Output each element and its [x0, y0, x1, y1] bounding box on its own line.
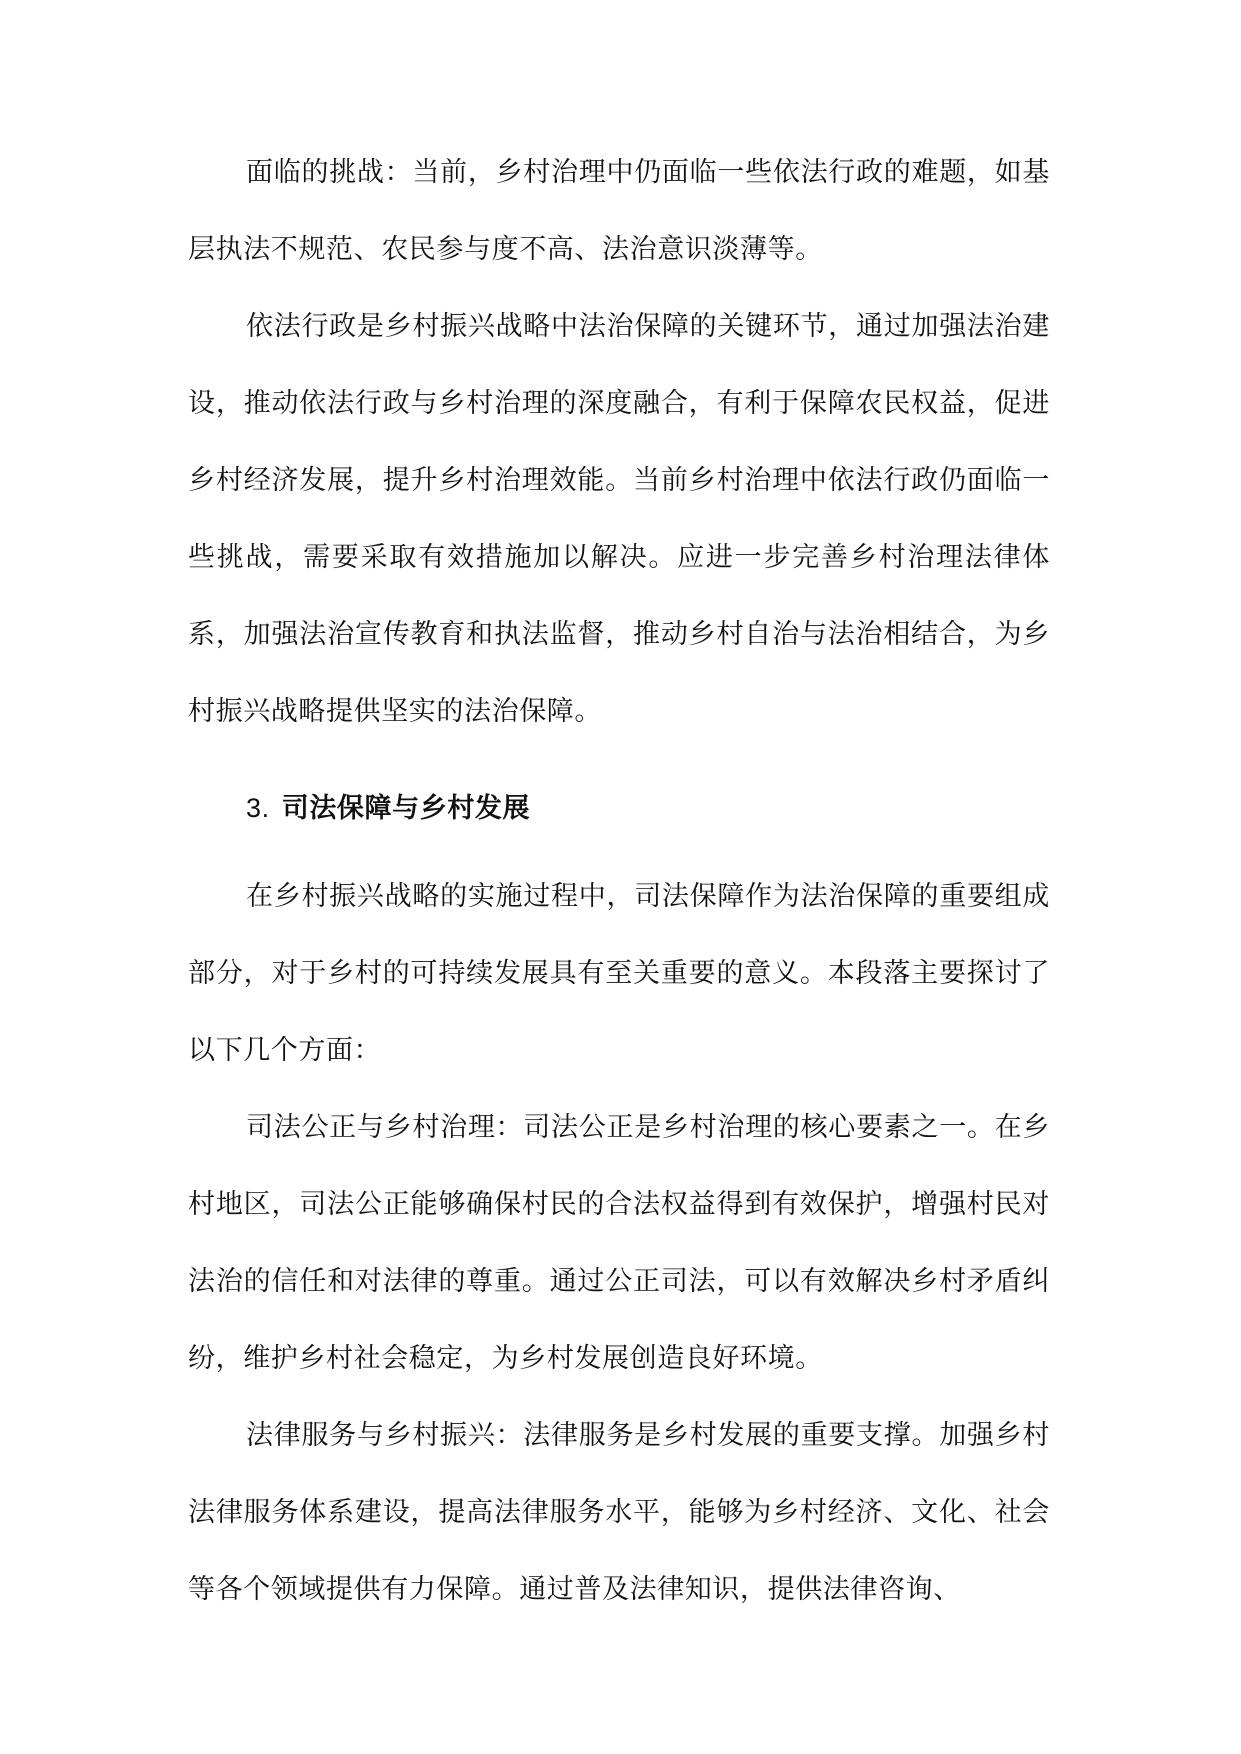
paragraph-judicial-justice: 司法公正与乡村治理：司法公正是乡村治理的核心要素之一。在乡村地区，司法公正能够确保村民的合法权益得到有效保护，增强村民对法治的信任和对法律的尊重。通过公正司法，可以有效解决乡村矛盾纠纷，维护乡村社会稳定，为乡村发展创造良好环境。: [188, 1112, 1050, 1374]
paragraph-administration-summary: 依法行政是乡村振兴战略中法治保障的关键环节，通过加强法治建设，推动依法行政与乡村治理的深度融合，有利于保障农民权益，促进乡村经济发展，提升乡村治理效能。当前乡村治理中依法行政仍面临一些挑战，需要采取有效措施加以解决。应进一步完善乡村治理法律体系，加强法治宣传教育和执法监督，推动乡村自治与法治相结合，为乡村振兴战略提供坚实的法治保障。: [188, 311, 1050, 727]
body-text-top: [188, 134, 1050, 750]
paragraph-legal-services: 法律服务与乡村振兴：法律服务是乡村发展的重要支撑。加强乡村法律服务体系建设，提高法律服务水平，能够为乡村经济、文化、社会等各个领域提供有力保障。通过普及法律知识，提供法律咨询、: [188, 1420, 1050, 1605]
section-title: 司法保障与乡村发展: [281, 793, 531, 824]
section-number: 3.: [246, 793, 270, 823]
paragraph-judicial-intro: 在乡村振兴战略的实施过程中，司法保障作为法治保障的重要组成部分，对于乡村的可持续发展具有至关重要的意义。本段落主要探讨了以下几个方面：: [188, 881, 1050, 1066]
section-heading: [246, 778, 530, 839]
body-text-bottom: [188, 858, 1050, 1628]
paragraph-challenges: 面临的挑战：当前，乡村治理中仍面临一些依法行政的难题，如基层执法不规范、农民参与度不高、法治意识淡薄等。: [188, 157, 1050, 265]
